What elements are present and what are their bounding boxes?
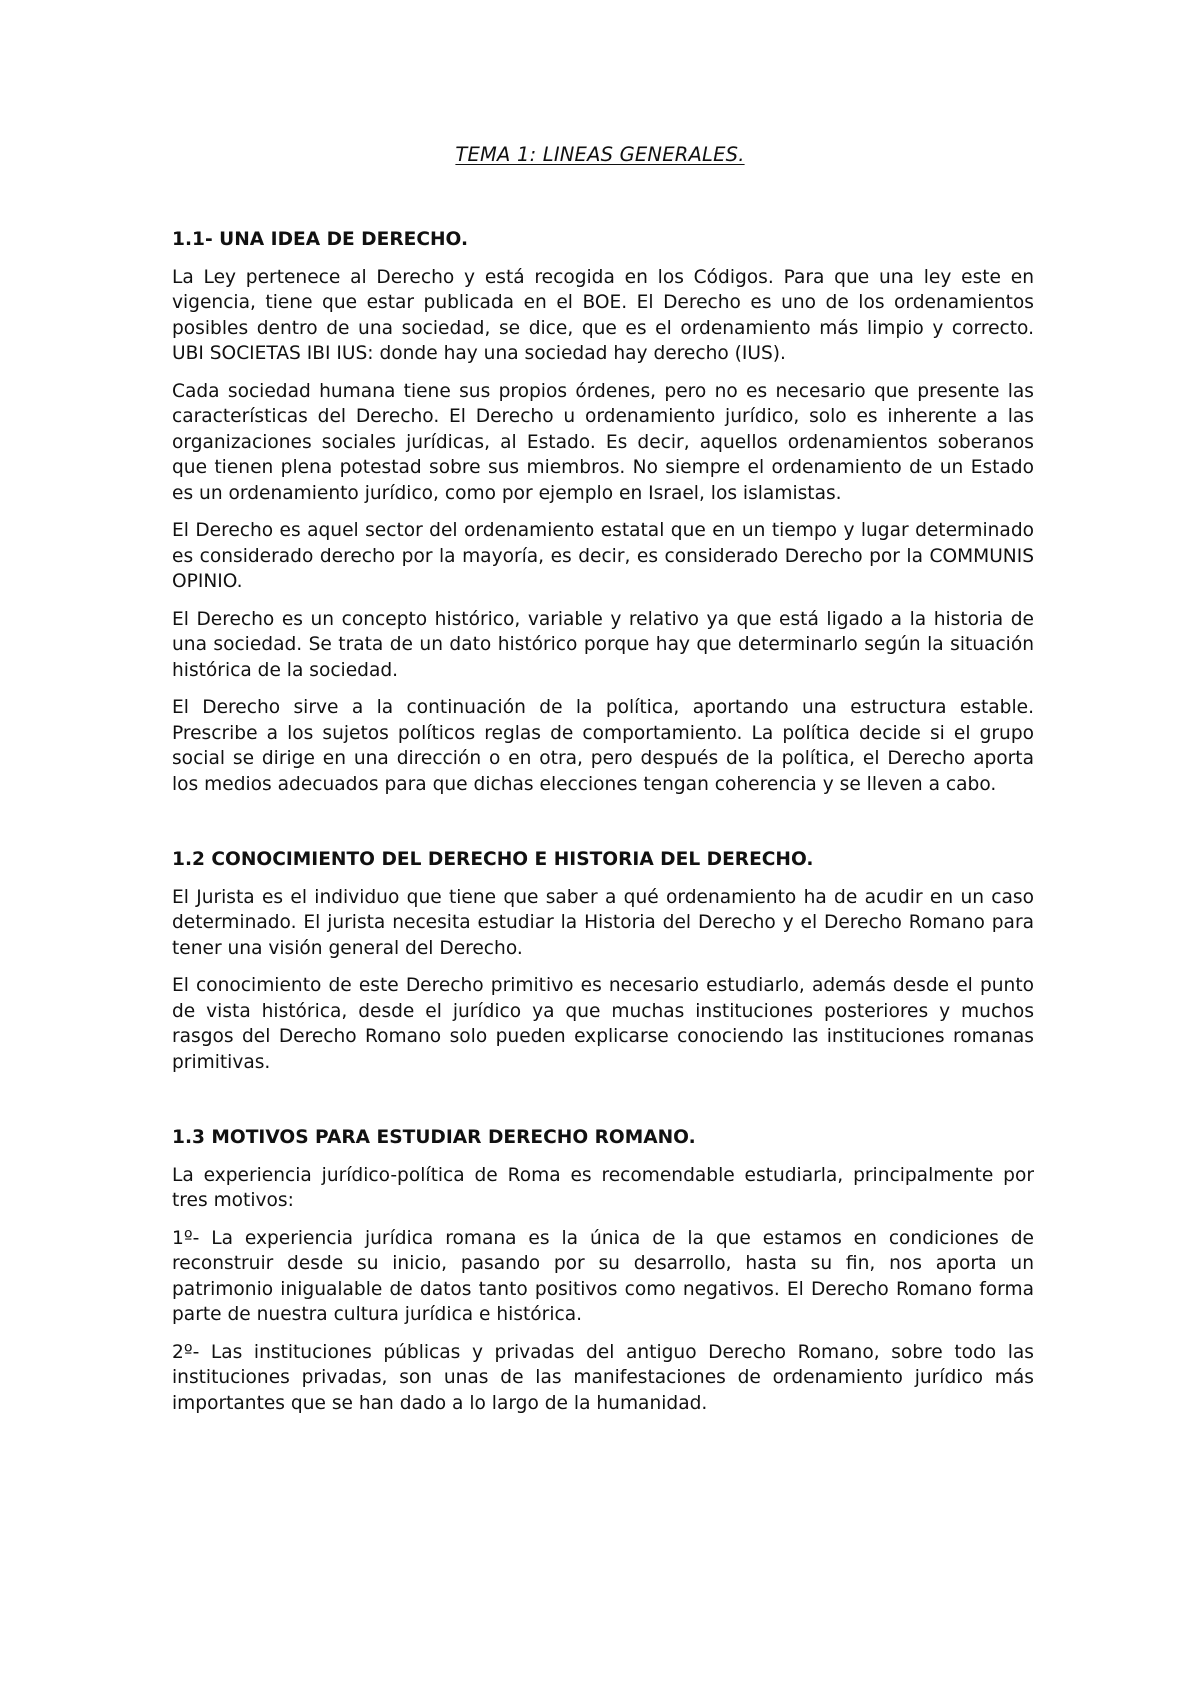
- paragraph: Cada sociedad humana tiene sus propios órdenes, pero no es necesario que presente las características del Derecho. El Derecho u ordenamiento jurídico, solo es inherente a las organizaciones sociales jurídicas, al Estado. Es decir, aquellos ordenamientos soberanos que tienen plena potestad sobre sus miembros. No siempre el ordenamiento de un Estado es un ordenamiento jurídico, como por ejemplo en Israel, los islamistas.: [172, 380, 1034, 504]
- paragraph: El Derecho sirve a la continuación de la política, aportando una estructura estable. Prescribe a los sujetos políticos reglas de comportamiento. La política decide si el grupo social se dirige en una dirección o en otra, pero después de la política, el Derecho aporta los medios adecuados para que dichas elecciones tengan coherencia y se lleven a cabo.: [172, 697, 1034, 795]
- paragraph: El conocimiento de este Derecho primitivo es necesario estudiarlo, además desde el punto de vista histórica, desde el jurídico ya que muchas instituciones posteriores y muchos rasgos del Derecho Romano solo pueden explicarse conociendo las instituciones romanas primitivas.: [172, 975, 1034, 1073]
- section-conocimiento-derecho: [172, 847, 1034, 1075]
- section-heading: 1.3 MOTIVOS PARA ESTUDIAR DERECHO ROMANO.: [172, 1127, 696, 1148]
- paragraph: 1º- La experiencia jurídica romana es la única de la que estamos en condiciones de reconstruir desde su inicio, pasando por su desarrollo, hasta su fin, nos aporta un patrimonio inigualable de datos tanto positivos como negativos. El Derecho Romano forma parte de nuestra cultura jurídica e histórica.: [172, 1227, 1034, 1325]
- paragraph: La experiencia jurídico-política de Roma es recomendable estudiarla, principalmente por tres motivos:: [172, 1164, 1034, 1211]
- document-body: [172, 227, 1034, 1428]
- document-title: TEMA 1: LINEAS GENERALES.: [455, 143, 745, 166]
- section-heading: 1.1- UNA IDEA DE DERECHO.: [172, 229, 469, 250]
- section-idea-derecho: [172, 227, 1034, 797]
- section-heading: 1.2 CONOCIMIENTO DEL DERECHO E HISTORIA DEL DERECHO.: [172, 849, 814, 870]
- paragraph: La Ley pertenece al Derecho y está recogida en los Códigos. Para que una ley este en vigencia, tiene que estar publicada en el BOE. El Derecho es uno de los ordenamientos posibles dentro de una sociedad, se dice, que es el ordenamiento más limpio y correcto. UBI SOCIETAS IBI IUS: donde hay una sociedad hay derecho (IUS).: [172, 266, 1034, 364]
- paragraph: El Jurista es el individuo que tiene que saber a qué ordenamiento ha de acudir en un caso determinado. El jurista necesita estudiar la Historia del Derecho y el Derecho Romano para tener una visión general del Derecho.: [172, 886, 1034, 959]
- paragraph: El Derecho es aquel sector del ordenamiento estatal que en un tiempo y lugar determinado es considerado derecho por la mayoría, es decir, es considerado Derecho por la COMMUNIS OPINIO.: [172, 520, 1034, 592]
- section-motivos-derecho-romano: [172, 1125, 1034, 1416]
- paragraph: El Derecho es un concepto histórico, variable y relativo ya que está ligado a la historia de una sociedad. Se trata de un dato histórico porque hay que determinarlo según la situación histórica de la sociedad.: [172, 608, 1034, 681]
- paragraph: 2º- Las instituciones públicas y privadas del antiguo Derecho Romano, sobre todo las instituciones privadas, son unas de las manifestaciones de ordenamiento jurídico más importantes que se han dado a lo largo de la humanidad.: [172, 1341, 1034, 1414]
